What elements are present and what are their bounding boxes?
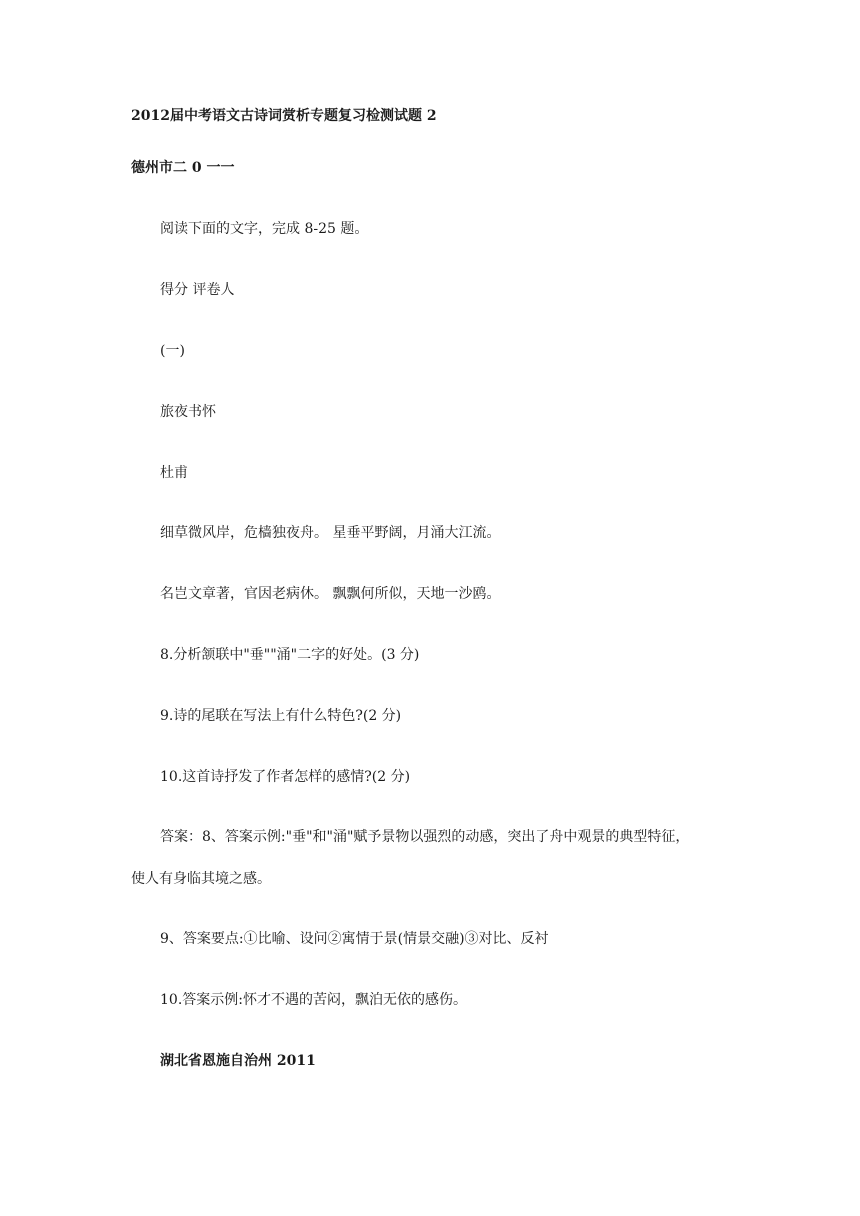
document-title: 2012届中考语文古诗词赏析专题复习检测试题 2 <box>131 108 437 124</box>
section-number: (一) <box>160 343 185 359</box>
poem-author: 杜甫 <box>160 465 188 481</box>
poem-line: 细草微风岸，危樯独夜舟。 星垂平野阔，月涌大江流。 <box>160 525 501 541</box>
source-heading-dezhou: 德州市二 0 一一 <box>131 160 235 176</box>
question-9: 9.诗的尾联在写法上有什么特色?(2 分) <box>160 708 402 724</box>
score-label: 得分 评卷人 <box>160 282 235 298</box>
question-8: 8.分析颔联中"垂""涌"二字的好处。(3 分) <box>160 647 420 663</box>
poem-title: 旅夜书怀 <box>160 404 216 420</box>
poem-line: 名岂文章著，官因老病休。 飘飘何所似，天地一沙鸥。 <box>160 586 501 602</box>
reading-instruction: 阅读下面的文字，完成 8-25 题。 <box>160 221 369 237</box>
question-10: 10.这首诗抒发了作者怎样的感情?(2 分) <box>160 769 411 785</box>
answer-9: 9、答案要点:①比喻、设问②寓情于景(情景交融)③对比、反衬 <box>160 931 549 947</box>
answer-8-continued: 使人有身临其境之感。 <box>131 871 271 887</box>
source-heading-enshi: 湖北省恩施自治州 2011 <box>160 1053 316 1069</box>
answer-10: 10.答案示例:怀才不遇的苦闷，飘泊无依的感伤。 <box>160 992 467 1008</box>
answer-8: 答案：8、答案示例:"垂"和"涌"赋予景物以强烈的动感，突出了舟中观景的典型特征， <box>160 829 690 845</box>
